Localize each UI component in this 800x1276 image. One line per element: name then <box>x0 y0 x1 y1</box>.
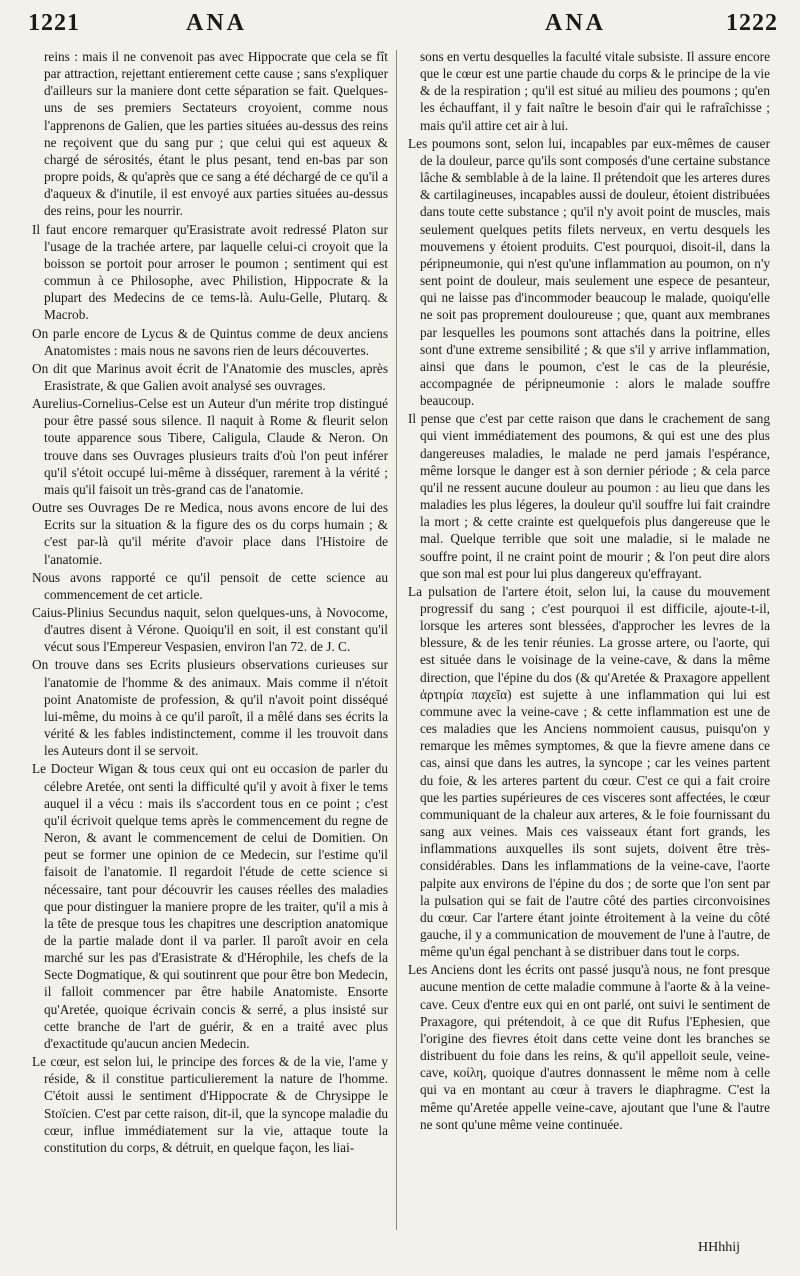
paragraph: On trouve dans ses Ecrits plusieurs observations curieuses sur l'anatomie de l'homme & des animaux. Mais comme il n'étoit point Anatomiste de profession, & qu'il n'avoit point disséqué lui-même, du moins à ce qu'il paroît, il a mêlé dans ses écrits la vérité & les fables indistinctement, comme il les trouvoit dans les Auteurs dont il se servoit. <box>32 657 388 759</box>
paragraph: Les Anciens dont les écrits ont passé jusqu'à nous, ne font presque aucune mention de cette maladie commune à l'aorte & à la veine-cave. Ceux d'entre eux qui en ont parlé, ont suivi le sentiment de Praxagore, qui prétendoit, à ce que dit Rufus l'Ephesien, que l'origine des fievres étoit dans cette veine dont les branches se distribuent du foie dans les reins, & qu'il appelloit seule, veine-cave, κοίλη, quoique d'autres donnassent le même nom à celle qui va en montant au cœur à travers le diaphragme. C'est la même qu'Aretée appelle veine-cave, ajoutant que l'une & l'autre ne sont qu'une même veine continuée. <box>408 962 770 1132</box>
paragraph: Outre ses Ouvrages De re Medica, nous avons encore de lui des Ecrits sur la situation & la figure des os du corps humain ; & c'est par-là qu'il mérite d'avoir place dans l'Histoire de l'anatomie. <box>32 500 388 567</box>
paragraph: sons en vertu desquelles la faculté vitale subsiste. Il assure encore que le cœur est une partie chaude du corps & le principe de la vie & de la respiration ; qu'il est situé au milieu des poumons ; qu'en les échauffant, il y fait naître le besoin d'air qui le rafraîchisse ; mais qu'il attire cet air à lui. <box>420 49 770 133</box>
column-divider <box>396 50 397 1230</box>
left-column <box>32 48 388 1157</box>
page-number-left: 1221 <box>28 10 80 36</box>
paragraph: reins : mais il ne convenoit pas avec Hippocrate que cela se fît par attraction, rejettant entierement cette cause ; sans s'expliquer d'ailleurs sur la maniere dont cette séparation se fait. Quelques-uns de ses premiers Sectateurs croyoient, comme nous l'apprenons de Galien, que les parties situées au-dessus des reins ne reçoivent que du sang pur ; que celui qui est aqueux & chargé de sérosités, étant le plus pesant, tend en-bas par son propre poids, & qu'après que ce sang a été déchargé de ce qu'il a d'aqueux & d'inutile, il est envoyé aux parties situées au-dessus des reins, pour les nourrir. <box>44 49 388 219</box>
paragraph: Il pense que c'est par cette raison que dans le crachement de sang qui vient immédiatement des poumons, & qui est une des plus dangereuses maladies, le malade ne perd jamais l'espérance, même lorsque le danger est à son dernier période ; & cela parce qu'il ne ressent aucune douleur au poumon : au lieu que dans les maladies les plus légeres, la douleur qu'il souffre lui fait craindre la mort ; & cette crainte est quelquefois plus dangereuse que le mal. Quelque terrible que soit une maladie, si le malade ne souffre point, il ne craint point de mourir ; & l'on peut dire alors que son mal est pour lui plus dangereux qu'effrayant. <box>408 411 770 581</box>
page-number-right: 1222 <box>726 10 778 36</box>
paragraph: Aurelius-Cornelius-Celse est un Auteur d'un mérite trop distingué pour être passé sous silence. Il naquit à Rome & fleurit selon toute apparence sous Tibere, Caligula, Claude & Neron. On trouve dans ses Ouvrages plusieurs traits d'où l'on peut inférer qu'il s'étoit occupé lui-même à disséquer, rarement à la vérité ; mais qu'il faisoit un très-grand cas de l'anatomie. <box>32 396 388 497</box>
paragraph: Il faut encore remarquer qu'Erasistrate avoit redressé Platon sur l'usage de la trachée artere, par laquelle celui-ci croyoit que la boisson se portoit pour arroser le poumon ; sentiment qui est commun à ce Philosophe, avec Philistion, Hippocrate & la plupart des Medecins de ce tems-là. Aulu-Gelle, Plutarq. & Macrob. <box>32 221 388 323</box>
running-head-right: ANA <box>545 10 606 36</box>
running-head-left: ANA <box>186 10 247 36</box>
paragraph: On dit que Marinus avoit écrit de l'Anatomie des muscles, après Erasistrate, & que Galien avoit analysé ses ouvrages. <box>32 360 388 393</box>
paragraph: On parle encore de Lycus & de Quintus comme de deux anciens Anatomistes : mais nous ne savons rien de leurs découvertes. <box>32 325 388 358</box>
paragraph: La pulsation de l'artere étoit, selon lui, la cause du mouvement progressif du sang ; c'est pourquoi il est difficile, ajoute-t-il, lorsque les arteres sont blessées, d'approcher les levres de la blessure, & de les tenir réunies. La grosse artere, ou l'aorte, qui est située dans le voisinage de la veine-cave, & dans la même direction, que l'épine du dos (& qu'Aretée & Praxagore appellent ἀρτηρία παχεῖα) est sujette à une inflammation qui lui est commune avec la veine-cave ; & cette inflammation est une de ces maladies que les Anciens nommoient causus, puisqu'on y remarque les mêmes symptomes, & que la fievre amene dans ce cas, ainsi que dans les autres, la syncope ; car les veines partent du foie, & les arteres partent du cœur. C'est ce qui a fait croire que les parties supérieures de ces visceres sont affectées, le cœur communiquant de la chaleur aux arteres, & le foie fournissant du sang aux veines. Mais ces vaisseaux étant fort grands, les inflammations auxquelles ils sont sujets, doivent être très-considérables. Dans les inflammations de la veine-cave, l'aorte palpite aux environs de l'épine du dos ; de sorte que l'on sent par la pulsation qui se fait de l'autre côté des parties circonvoisines du cœur. Car l'artere étant jointe étroitement à la veine du côté gauche, il y a communication de mouvement de l'une à l'autre, de même qu'un égal penchant à se distribuer dans tout le corps. <box>408 583 770 960</box>
paragraph: Nous avons rapporté ce qu'il pensoit de cette science au commencement de cet article. <box>32 569 388 602</box>
paragraph: Le Docteur Wigan & tous ceux qui ont eu occasion de parler du célebre Aretée, ont senti la difficulté qu'il y avoit à fixer le tems auquel il a vécu : mais ils s'accordent tous en ce point ; c'est qu'il écrivoit quelque tems après le commencement du regne de Neron, & avant le commencement de celui de Domitien. On peut se former une opinion de ce Medecin, sur l'estime qu'il faisoit de l'anatomie. Il regardoit l'étude de cette science si nécessaire, tant pour découvrir les causes réelles des maladies que pour distinguer la maniere propre de les traiter, qu'il a mis à la tête de presque tous les chapitres une description anatomique de la partie malade dont il va parler. Il paroît avoir en cela marché sur les pas d'Erasistrate & d'Hérophile, les chefs de la Secte Dogmatique, & qui soutinrent que pour être bon Medecin, il falloit commencer par être habile Anatomiste. Ensorte qu'Aretée, quoique écrivain concis & serré, a plus insisté sur cette branche de l'art de guérir, & en a traité avec plus d'exactitude qu'aucun ancien Medecin. <box>32 761 388 1051</box>
right-column <box>408 48 770 1134</box>
paragraph: Les poumons sont, selon lui, incapables par eux-mêmes de causer de la douleur, parce qu'ils sont composés d'une certaine substance lâche & semblable à de la laine. Il prétendoit que les arteres dures & cartilagineuses, incapables aussi de douleur, étoient distribuées dans toute cette substance ; qu'il n'y avoit point de muscles, mais seulement quelques petits filets nerveux, en vertu desquels les mouvemens y étoient produits. C'est pourquoi, disoit-il, dans la péripneumonie, qui n'est qu'une inflammation au poumon, on n'y sent point de douleur, mais seulement une espece de pesanteur, qui ne laisse pas d'incommoder beaucoup le malade, quoiqu'elle ne soit pas proprement douloureuse ; que, quant aux membranes par lesquelles les poumons sont attachés dans la poitrine, elles sont d'une extreme sensibilité ; & que s'il y arrive inflammation, ainsi que dans le poumon, c'est le cas de la pleurésie, accompagnée de péripneumonie : alors le malade souffre beaucoup. <box>408 135 770 409</box>
paragraph: Le cœur, est selon lui, le principe des forces & de la vie, l'ame y réside, & il constitue particulierement la nature de l'homme. C'étoit aussi le sentiment d'Hippocrate & de Chrysippe le Stoïcien. C'est par cette raison, dit-il, que la syncope maladie du cœur, influe immédiatement sur la vie, attaque toute la constitution du corps, & détruit, en quelque façon, les liai- <box>32 1054 388 1155</box>
signature-mark: HHhhij <box>698 1240 740 1255</box>
paragraph: Caius-Plinius Secundus naquit, selon quelques-uns, à Novocome, d'autres disent à Vérone. Quoiqu'il en soit, il est constant qu'il vécut sous l'Empereur Vespasien, environ l'an 72. de J. C. <box>32 605 388 655</box>
